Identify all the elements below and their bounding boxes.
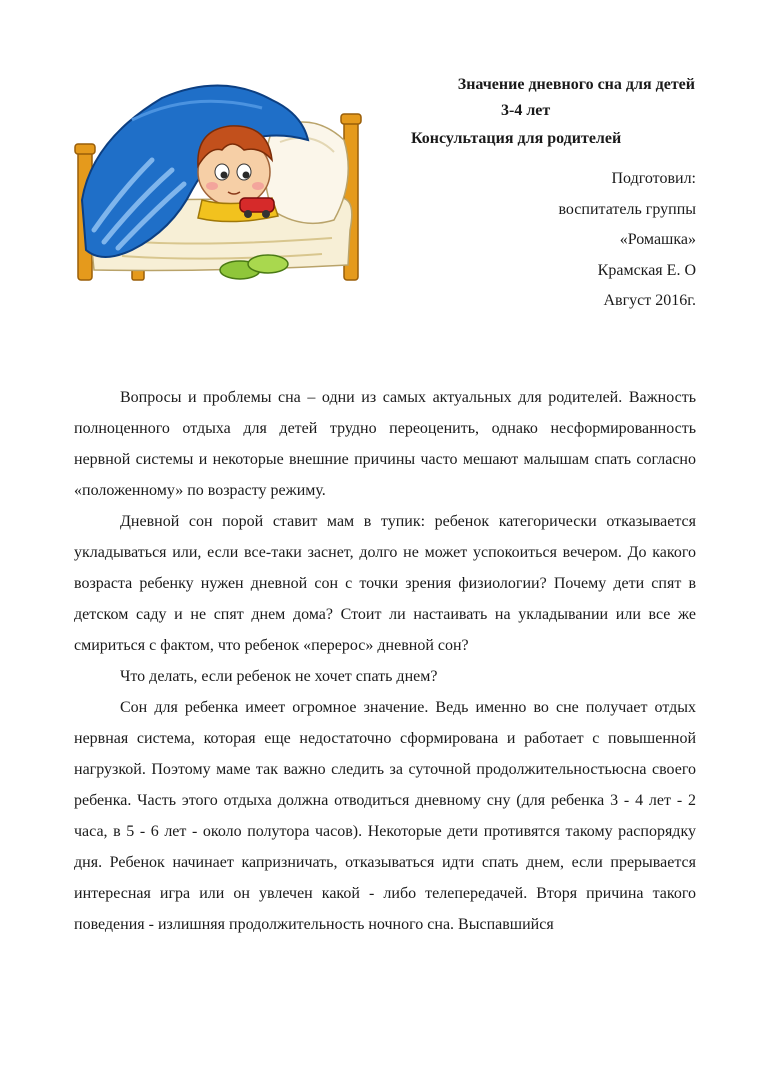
document-body: [74, 382, 696, 940]
paragraph: Вопросы и проблемы сна – одни из самых актуальных для родителей. Важность полноценного отдыха для детей трудно переоценить, однако несформированность нервной системы и некоторые внешние причины часто мешают малышам спать согласно «положенному» по возрасту режиму.: [74, 389, 696, 499]
paragraph: Сон для ребенка имеет огромное значение. Ведь именно во сне получает отдых нервная система, которая еще недостаточно сформирована и работает с повышенной нагрузкой. Поэтому маме так важно следить за суточной продолжительностьюсна своего ребенка. Часть этого отдыха должна отводиться дневному сну (для ребенка 3 - 4 лет - 2 часа, в 5 - 6 лет - около полутора часов). Некоторые дети противятся такому распорядку дня. Ребенок начинает капризничать, отказываться идти спать днем, если прерывается интересная игра или он увлечен какой - либо телепередачей. Вторя причина такого поведения - излишняя продолжительность ночного сна. Выспавшийся: [74, 699, 696, 933]
document-age: 3-4 лет: [501, 102, 551, 119]
sleeping-child-illustration: [72, 80, 368, 285]
author-role: воспитатель группы: [558, 200, 696, 218]
author-group: «Ромашка»: [619, 231, 696, 248]
author-name: Крамская Е. О: [597, 261, 696, 279]
document-date: Август 2016г.: [603, 292, 696, 309]
prepared-label: Подготовил:: [611, 170, 696, 187]
title-block: [380, 72, 700, 152]
child-figure: [198, 126, 278, 222]
paragraph: Что делать, если ребенок не хочет спать днем?: [120, 668, 438, 685]
document-subtitle: Консультация для родителей: [411, 130, 622, 147]
paragraph: Дневной сон порой ставит мам в тупик: ребенок категорически отказывается укладываться или, если все-таки заснет, долго не может успокоиться вечером. До какого возраста ребенку нужен дневной сон с точки зрения физиологии? Почему дети спят в детском саду и не спят днем дома? Стоит ли настаивать на укладывании или все же смириться с фактом, что ребенок «перерос» дневной сон?: [74, 513, 696, 654]
document-title: Значение дневного сна для детей: [457, 76, 695, 93]
author-block: [558, 164, 696, 317]
